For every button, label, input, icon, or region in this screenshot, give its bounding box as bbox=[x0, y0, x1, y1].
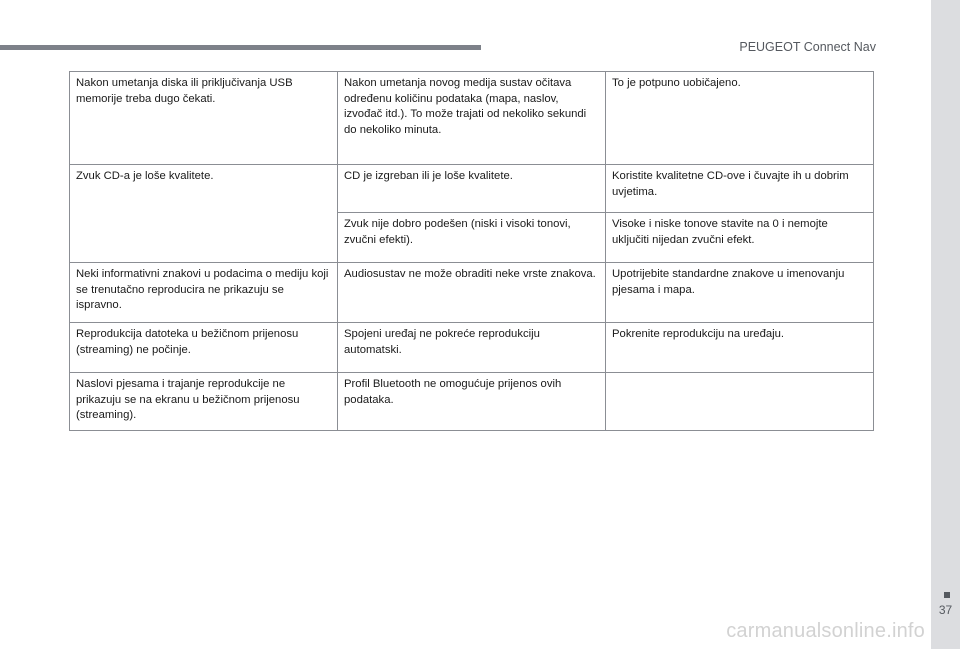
solution-cell: To je potpuno uobičajeno. bbox=[606, 72, 874, 165]
manual-title: PEUGEOT Connect Nav bbox=[739, 40, 876, 54]
solution-cell: Upotrijebite standardne znakove u imenovanju pjesama i mapa. bbox=[606, 263, 874, 323]
page-marker-square bbox=[944, 592, 950, 598]
problem-cell: Naslovi pjesama i trajanje reprodukcije ne prikazuju se na ekranu u bežičnom prijenosu (streaming). bbox=[70, 373, 338, 431]
cause-cell: CD je izgreban ili je loše kvalitete. bbox=[338, 165, 606, 213]
header-rule bbox=[0, 45, 481, 50]
table-row bbox=[70, 72, 874, 165]
solution-cell: Koristite kvalitetne CD-ove i čuvajte ih u dobrim uvjetima. bbox=[606, 165, 874, 213]
table-row bbox=[70, 263, 874, 323]
problem-cell: Zvuk CD-a je loše kvalitete. bbox=[70, 165, 338, 263]
solution-cell: Pokrenite reprodukciju na uređaju. bbox=[606, 323, 874, 373]
cause-cell: Audiosustav ne može obraditi neke vrste znakova. bbox=[338, 263, 606, 323]
problem-cell: Reprodukcija datoteka u bežičnom prijenosu (streaming) ne počinje. bbox=[70, 323, 338, 373]
cause-cell: Zvuk nije dobro podešen (niski i visoki tonovi, zvučni efekti). bbox=[338, 213, 606, 263]
page-number: 37 bbox=[938, 603, 953, 617]
troubleshooting-table bbox=[69, 71, 874, 431]
cause-cell: Profil Bluetooth ne omogućuje prijenos ovih podataka. bbox=[338, 373, 606, 431]
table-row bbox=[70, 323, 874, 373]
problem-cell: Neki informativni znakovi u podacima o mediju koji se trenutačno reproducira ne prikazuju se ispravno. bbox=[70, 263, 338, 323]
solution-cell bbox=[606, 373, 874, 431]
cause-cell: Spojeni uređaj ne pokreće reprodukciju automatski. bbox=[338, 323, 606, 373]
watermark-text: carmanualsonline.info bbox=[726, 620, 925, 642]
problem-cell: Nakon umetanja diska ili priključivanja USB memorije treba dugo čekati. bbox=[70, 72, 338, 165]
cause-cell: Nakon umetanja novog medija sustav očitava određenu količinu podataka (mapa, naslov, izvođač itd.). To može trajati od nekoliko sekundi do nekoliko minuta. bbox=[338, 72, 606, 165]
table-row bbox=[70, 165, 874, 213]
side-page-band bbox=[931, 0, 960, 649]
table-row bbox=[70, 373, 874, 431]
solution-cell: Visoke i niske tonove stavite na 0 i nemojte uključiti nijedan zvučni efekt. bbox=[606, 213, 874, 263]
